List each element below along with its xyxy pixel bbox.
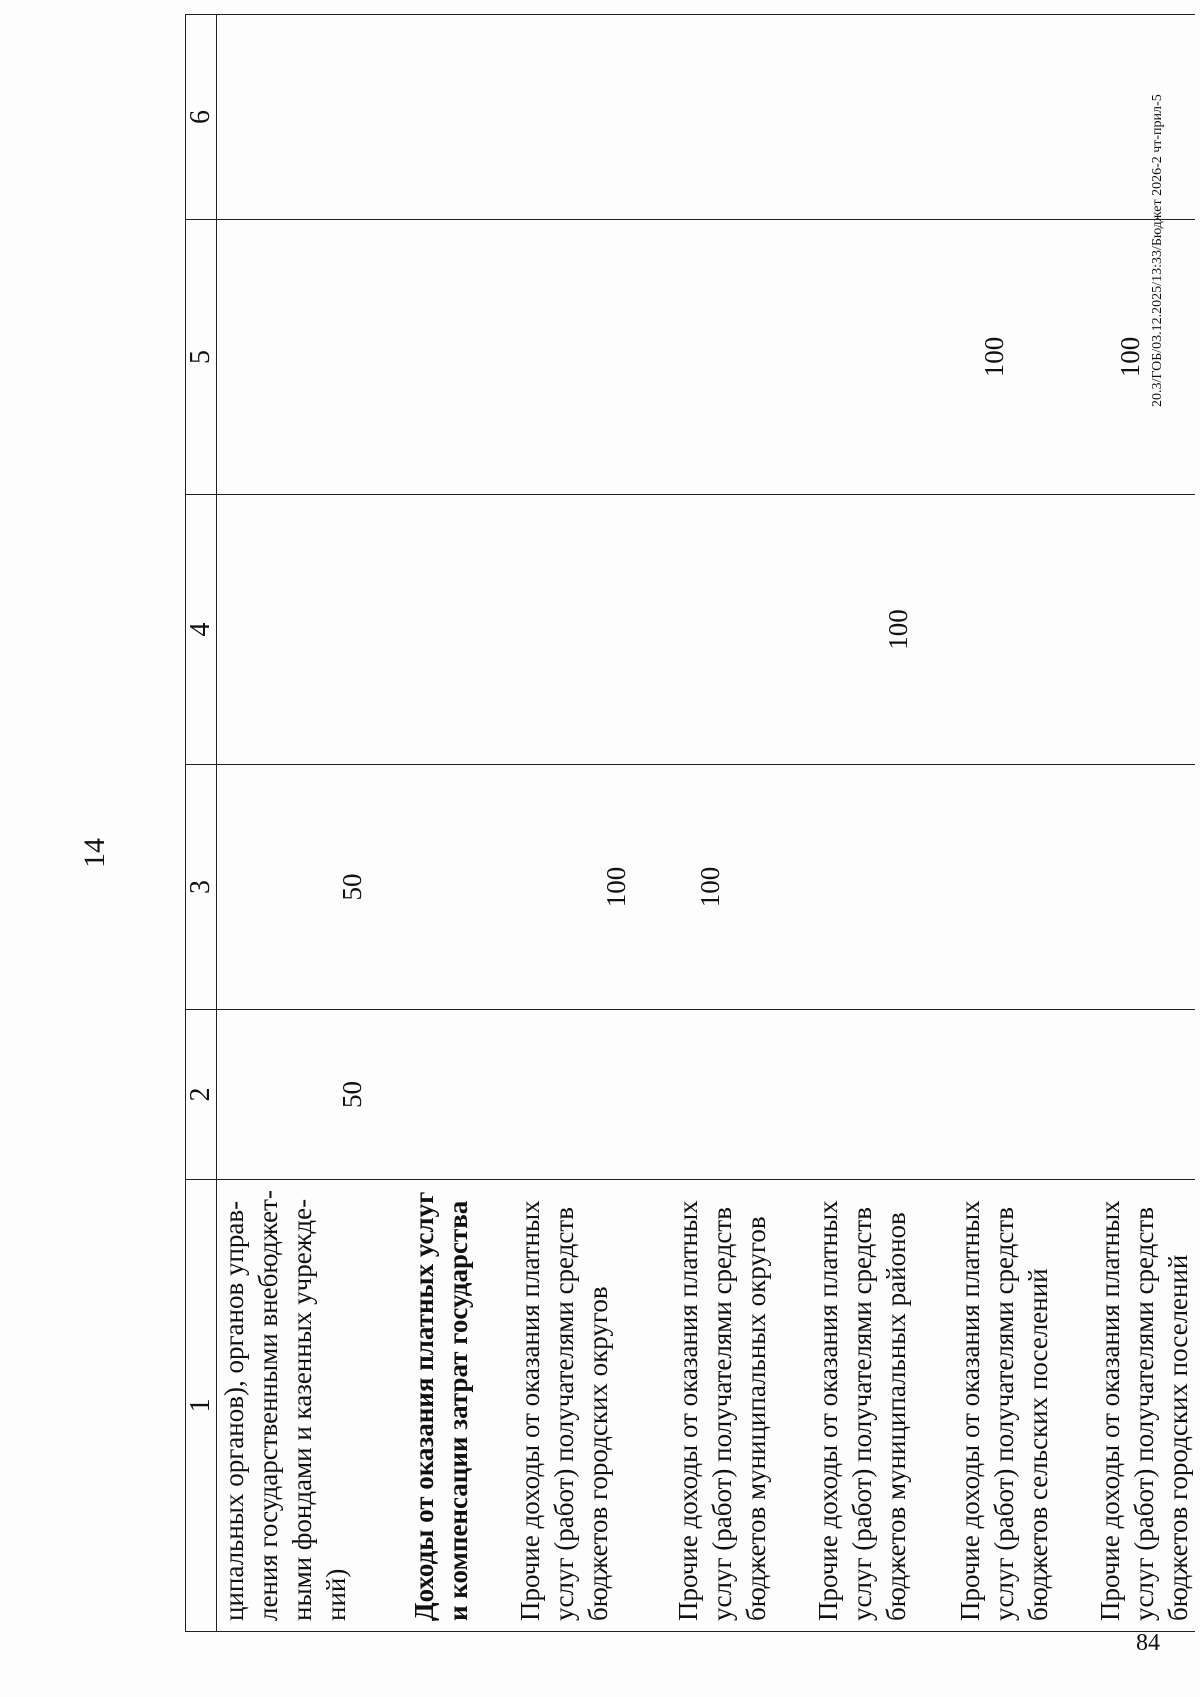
value-cell [369, 1010, 475, 1180]
row-description [1055, 1180, 1195, 1632]
row-description [217, 1180, 370, 1632]
value-text [773, 15, 811, 219]
row-description-line: бюджетов городских округов [583, 1286, 613, 1621]
row-description [633, 1180, 773, 1632]
table-row [1055, 15, 1195, 1632]
value-cell [475, 1010, 633, 1180]
row-description-line: Прочие доходы от оказания платных [673, 1200, 703, 1621]
column-header: 4 [186, 495, 217, 765]
value-text [633, 1010, 671, 1179]
row-description [915, 1180, 1055, 1632]
value-cell [1055, 765, 1195, 1010]
value-text [633, 15, 671, 219]
value-text: 100 [601, 866, 631, 908]
row-description-line: бюджетов муниципальных округов [741, 1216, 771, 1621]
value-cell [217, 765, 370, 1010]
row-description [369, 1180, 475, 1632]
value-cell [915, 1010, 1055, 1180]
value-cell [915, 15, 1055, 220]
value-text: 100 [1115, 336, 1145, 378]
value-cell [475, 15, 633, 220]
value-text [915, 495, 953, 764]
value-text [369, 15, 407, 219]
value-cell [369, 495, 475, 765]
file-stamp: 20.3/ГОБ/03.12.2025/13:33/Бюджет 2026-2 чт-прил-5 [1150, 94, 1165, 407]
value-cell [1055, 15, 1195, 220]
value-text [633, 495, 671, 764]
value-cell [217, 495, 370, 765]
value-text [369, 220, 407, 494]
row-description-line: Прочие доходы от оказания платных [813, 1200, 843, 1621]
value-cell [1055, 495, 1195, 765]
folio-number: 84 [1136, 1630, 1160, 1656]
value-text [915, 1010, 953, 1179]
value-cell [217, 15, 370, 220]
value-cell [773, 15, 915, 220]
row-description-line: Доходы от оказания платных услуг [409, 1191, 439, 1621]
value-cell [773, 495, 915, 765]
value-cell [773, 765, 915, 1010]
row-description-line: Прочие доходы от оказания платных [515, 1200, 545, 1621]
value-text [475, 495, 513, 764]
table-row [633, 15, 773, 1632]
value-text [773, 1010, 811, 1179]
value-cell [475, 495, 633, 765]
value-cell [217, 1010, 370, 1180]
table-row [915, 15, 1055, 1632]
value-cell [633, 1010, 773, 1180]
value-text [915, 15, 953, 219]
row-description-line: ципальных органов), органов управ- [219, 1200, 249, 1621]
value-cell [1055, 1010, 1195, 1180]
value-text [475, 15, 513, 219]
value-text [1055, 495, 1093, 764]
table-row [773, 15, 915, 1632]
revenue-distribution-table [185, 14, 1195, 1632]
value-cell [915, 495, 1055, 765]
value-text [475, 1010, 513, 1179]
row-description-line: услуг (работ) получателями средств [549, 1207, 579, 1621]
table-row [475, 15, 633, 1632]
column-header: 6 [186, 15, 217, 220]
value-text [633, 220, 671, 494]
table-body [217, 15, 1196, 1632]
row-description-line: ными фондами и казенных учрежде- [287, 1198, 317, 1621]
value-text: 50 [337, 1081, 367, 1108]
row-description-line: и компенсации затрат государства [443, 1200, 473, 1621]
column-header: 2 [186, 1010, 217, 1180]
row-description-line: услуг (работ) получателями средств [1129, 1207, 1159, 1621]
value-cell [475, 765, 633, 1010]
row-description-line: бюджетов городских поселений [1163, 1254, 1193, 1621]
value-text [773, 765, 811, 1009]
row-description-line: Прочие доходы от оказания платных [955, 1200, 985, 1621]
header-row [186, 15, 217, 1632]
column-header: 3 [186, 765, 217, 1010]
value-cell [369, 765, 475, 1010]
value-cell [915, 220, 1055, 495]
value-cell [633, 495, 773, 765]
row-description-line: ний) [321, 1568, 351, 1621]
row-description-line: Прочие доходы от оказания платных [1095, 1200, 1125, 1621]
value-cell [633, 765, 773, 1010]
value-text [1055, 1010, 1093, 1179]
value-text: 50 [337, 873, 367, 901]
value-text: 100 [979, 336, 1009, 378]
value-cell [369, 220, 475, 495]
value-text [915, 765, 953, 1009]
value-text [369, 765, 407, 1009]
table-row [217, 15, 370, 1632]
row-description-line: услуг (работ) получателями средств [707, 1207, 737, 1621]
value-cell [773, 1010, 915, 1180]
value-text: 100 [695, 866, 725, 908]
value-cell [1055, 220, 1195, 495]
column-header: 1 [186, 1180, 217, 1632]
row-description-line: бюджетов сельских поселений [1023, 1268, 1053, 1621]
value-text [475, 220, 513, 494]
value-cell [475, 220, 633, 495]
row-description [475, 1180, 633, 1632]
value-text [369, 1010, 407, 1179]
value-cell [217, 220, 370, 495]
row-description [773, 1180, 915, 1632]
page-number: 14 [78, 838, 111, 868]
row-description-line: услуг (работ) получателями средств [989, 1207, 1019, 1621]
value-cell [633, 15, 773, 220]
value-text [1055, 15, 1093, 219]
value-cell [369, 15, 475, 220]
row-description-line: бюджетов муниципальных районов [881, 1212, 911, 1621]
value-text [369, 495, 407, 764]
value-text: 100 [883, 609, 913, 650]
value-cell [633, 220, 773, 495]
value-cell [773, 220, 915, 495]
value-text [773, 220, 811, 494]
value-cell [915, 765, 1055, 1010]
table-row [369, 15, 475, 1632]
column-header: 5 [186, 220, 217, 495]
row-description-line: ления государственными внебюджет- [253, 1190, 283, 1621]
row-description-line: услуг (работ) получателями средств [847, 1207, 877, 1621]
value-text [1055, 765, 1093, 1009]
